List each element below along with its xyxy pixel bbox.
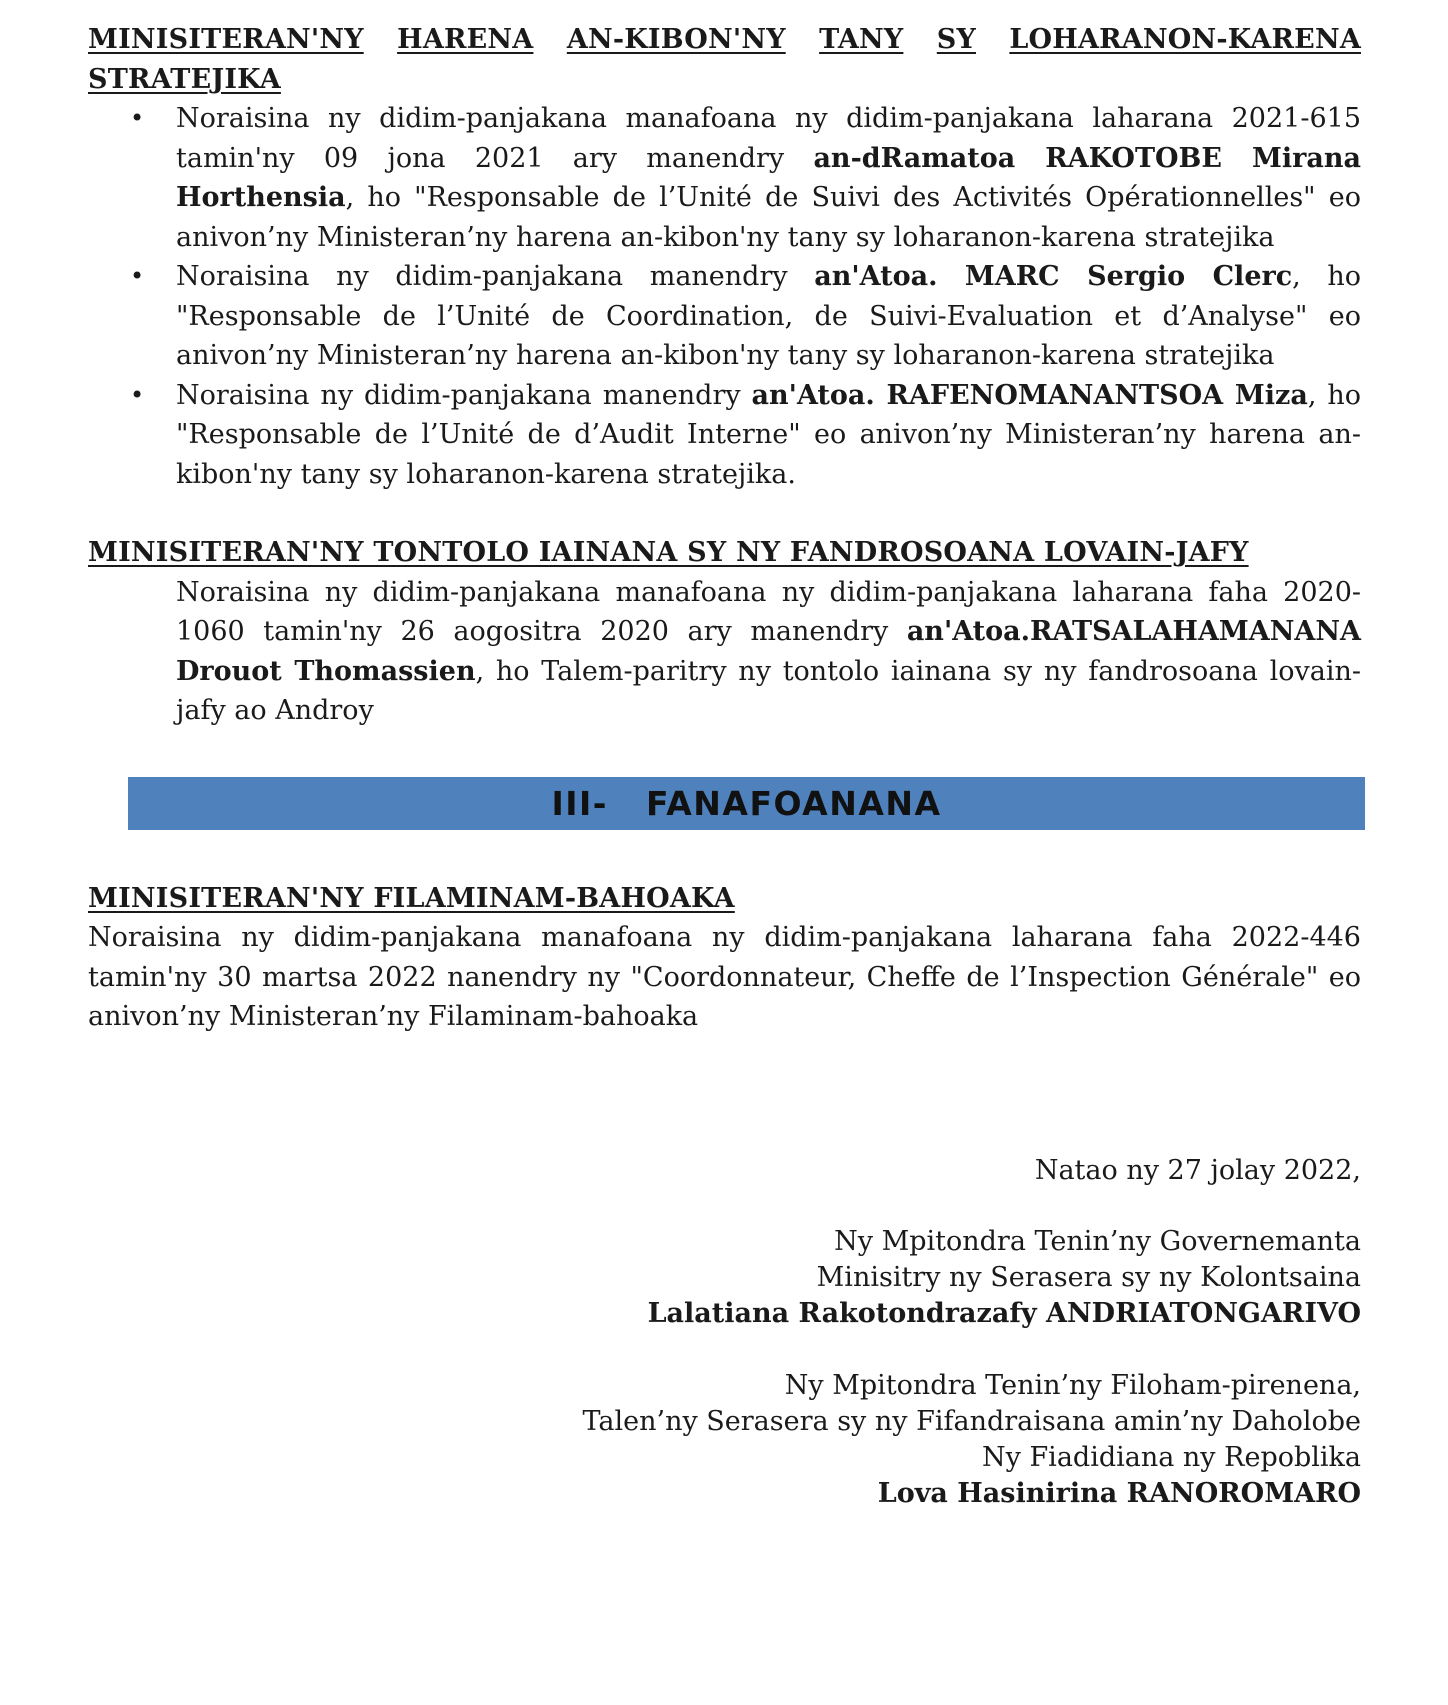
section-title-security: MINISITERAN'NY FILAMINAM-BAHOAKA	[88, 882, 735, 914]
item-text: , ho "Responsable de l’Unité de Suivi des Activités Opérationnelles" eo anivon’ny Ministeran’ny harena an-kibon'ny tany sy loharanon-karena stratejika	[176, 182, 1361, 253]
document-page	[88, 20, 1361, 1512]
signatory-title: Minisitry ny Serasera sy ny Kolontsaina	[816, 1262, 1361, 1293]
section-title-mines	[88, 20, 1361, 99]
signatory-title: Ny Mpitondra Tenin’ny Governemanta	[834, 1226, 1361, 1257]
signatory-title: Ny Fiadidiana ny Repoblika	[981, 1442, 1361, 1473]
appointee-name: an'Atoa.RATSALAHAMANANA Drouot Thomassien	[176, 616, 1361, 687]
title-word: AN-KIBON'NY	[566, 24, 786, 55]
section-title-environment: MINISITERAN'NY TONTOLO IAINANA SY NY FANDROSOANA LOVAIN-JAFY	[88, 537, 1249, 568]
paragraph-text: Noraisina ny didim-panjakana manafoana ny didim-panjakana laharana faha 2020-1060 tamin'ny 26 aogositra 2020 ary manendry	[176, 576, 1361, 647]
section-title-mines-line1	[88, 20, 1361, 60]
list-item	[88, 376, 1361, 495]
signature-block-government	[88, 1224, 1361, 1332]
section-band-repeals	[128, 777, 1365, 830]
document-date: Natao ny 27 jolay 2022,	[1034, 1154, 1361, 1186]
signatory-name: Lalatiana Rakotondrazafy ANDRIATONGARIVO	[647, 1298, 1361, 1329]
paragraph-text: , ho Talem-paritry ny tontolo iainana sy ny fandrosoana lovain-jafy ao Androy	[176, 655, 1361, 726]
item-text: Noraisina ny didim-panjakana manendry	[176, 379, 752, 411]
section-band-number: III-	[551, 783, 608, 823]
section-band-label: FANAFOANANA	[646, 783, 942, 823]
item-text: Noraisina ny didim-panjakana manafoana ny didim-panjakana laharana 2021-615 tamin'ny 09 jona 2021 ary manendry	[176, 103, 1361, 174]
title-word: SY	[936, 24, 976, 55]
signatory-name: Lova Hasinirina RANOROMARO	[877, 1478, 1361, 1509]
item-text: , ho "Responsable de l’Unité de Coordination, de Suivi-Evaluation et d’Analyse" eo anivon’ny Ministeran’ny harena an-kibon'ny tany sy loharanon-karena stratejika	[176, 261, 1361, 371]
appointee-name: an-dRamatoa RAKOTOBE Mirana Horthensia	[176, 142, 1362, 213]
item-text: Noraisina ny didim-panjakana manendry	[176, 261, 815, 292]
title-word: LOHARANON-KARENA	[1009, 24, 1361, 55]
title-word: HARENA	[397, 24, 534, 55]
list-item	[88, 99, 1361, 257]
appointment-list	[88, 99, 1361, 494]
item-text: , ho "Responsable de l’Unité de d’Audit Interne" eo anivon’ny Ministeran’ny harena an-kibon'ny tany sy loharanon-karena stratejika.	[176, 379, 1361, 490]
appointee-name: an'Atoa. MARC Sergio Clerc	[814, 261, 1293, 292]
section-title-mines-line2: STRATEJIKA	[88, 63, 281, 95]
appointee-name: an'Atoa. RAFENOMANANTSOA Miza	[751, 379, 1308, 411]
signature-block-presidency	[88, 1368, 1361, 1512]
title-word: MINISITERAN'NY	[88, 24, 364, 55]
list-item	[88, 257, 1361, 376]
environment-paragraph	[88, 573, 1361, 731]
signatory-title: Ny Mpitondra Tenin’ny Filoham-pirenena,	[784, 1370, 1361, 1401]
title-word: TANY	[819, 24, 904, 55]
signatory-title: Talen’ny Serasera sy ny Fifandraisana amin’ny Daholobe	[582, 1406, 1361, 1437]
security-paragraph: Noraisina ny didim-panjakana manafoana ny didim-panjakana laharana faha 2022-446 tamin'ny 30 martsa 2022 nanendry ny "Coordonnateur, Cheffe de l’Inspection Générale" eo anivon’ny Ministeran’ny Filaminam-bahoaka	[88, 922, 1361, 1032]
